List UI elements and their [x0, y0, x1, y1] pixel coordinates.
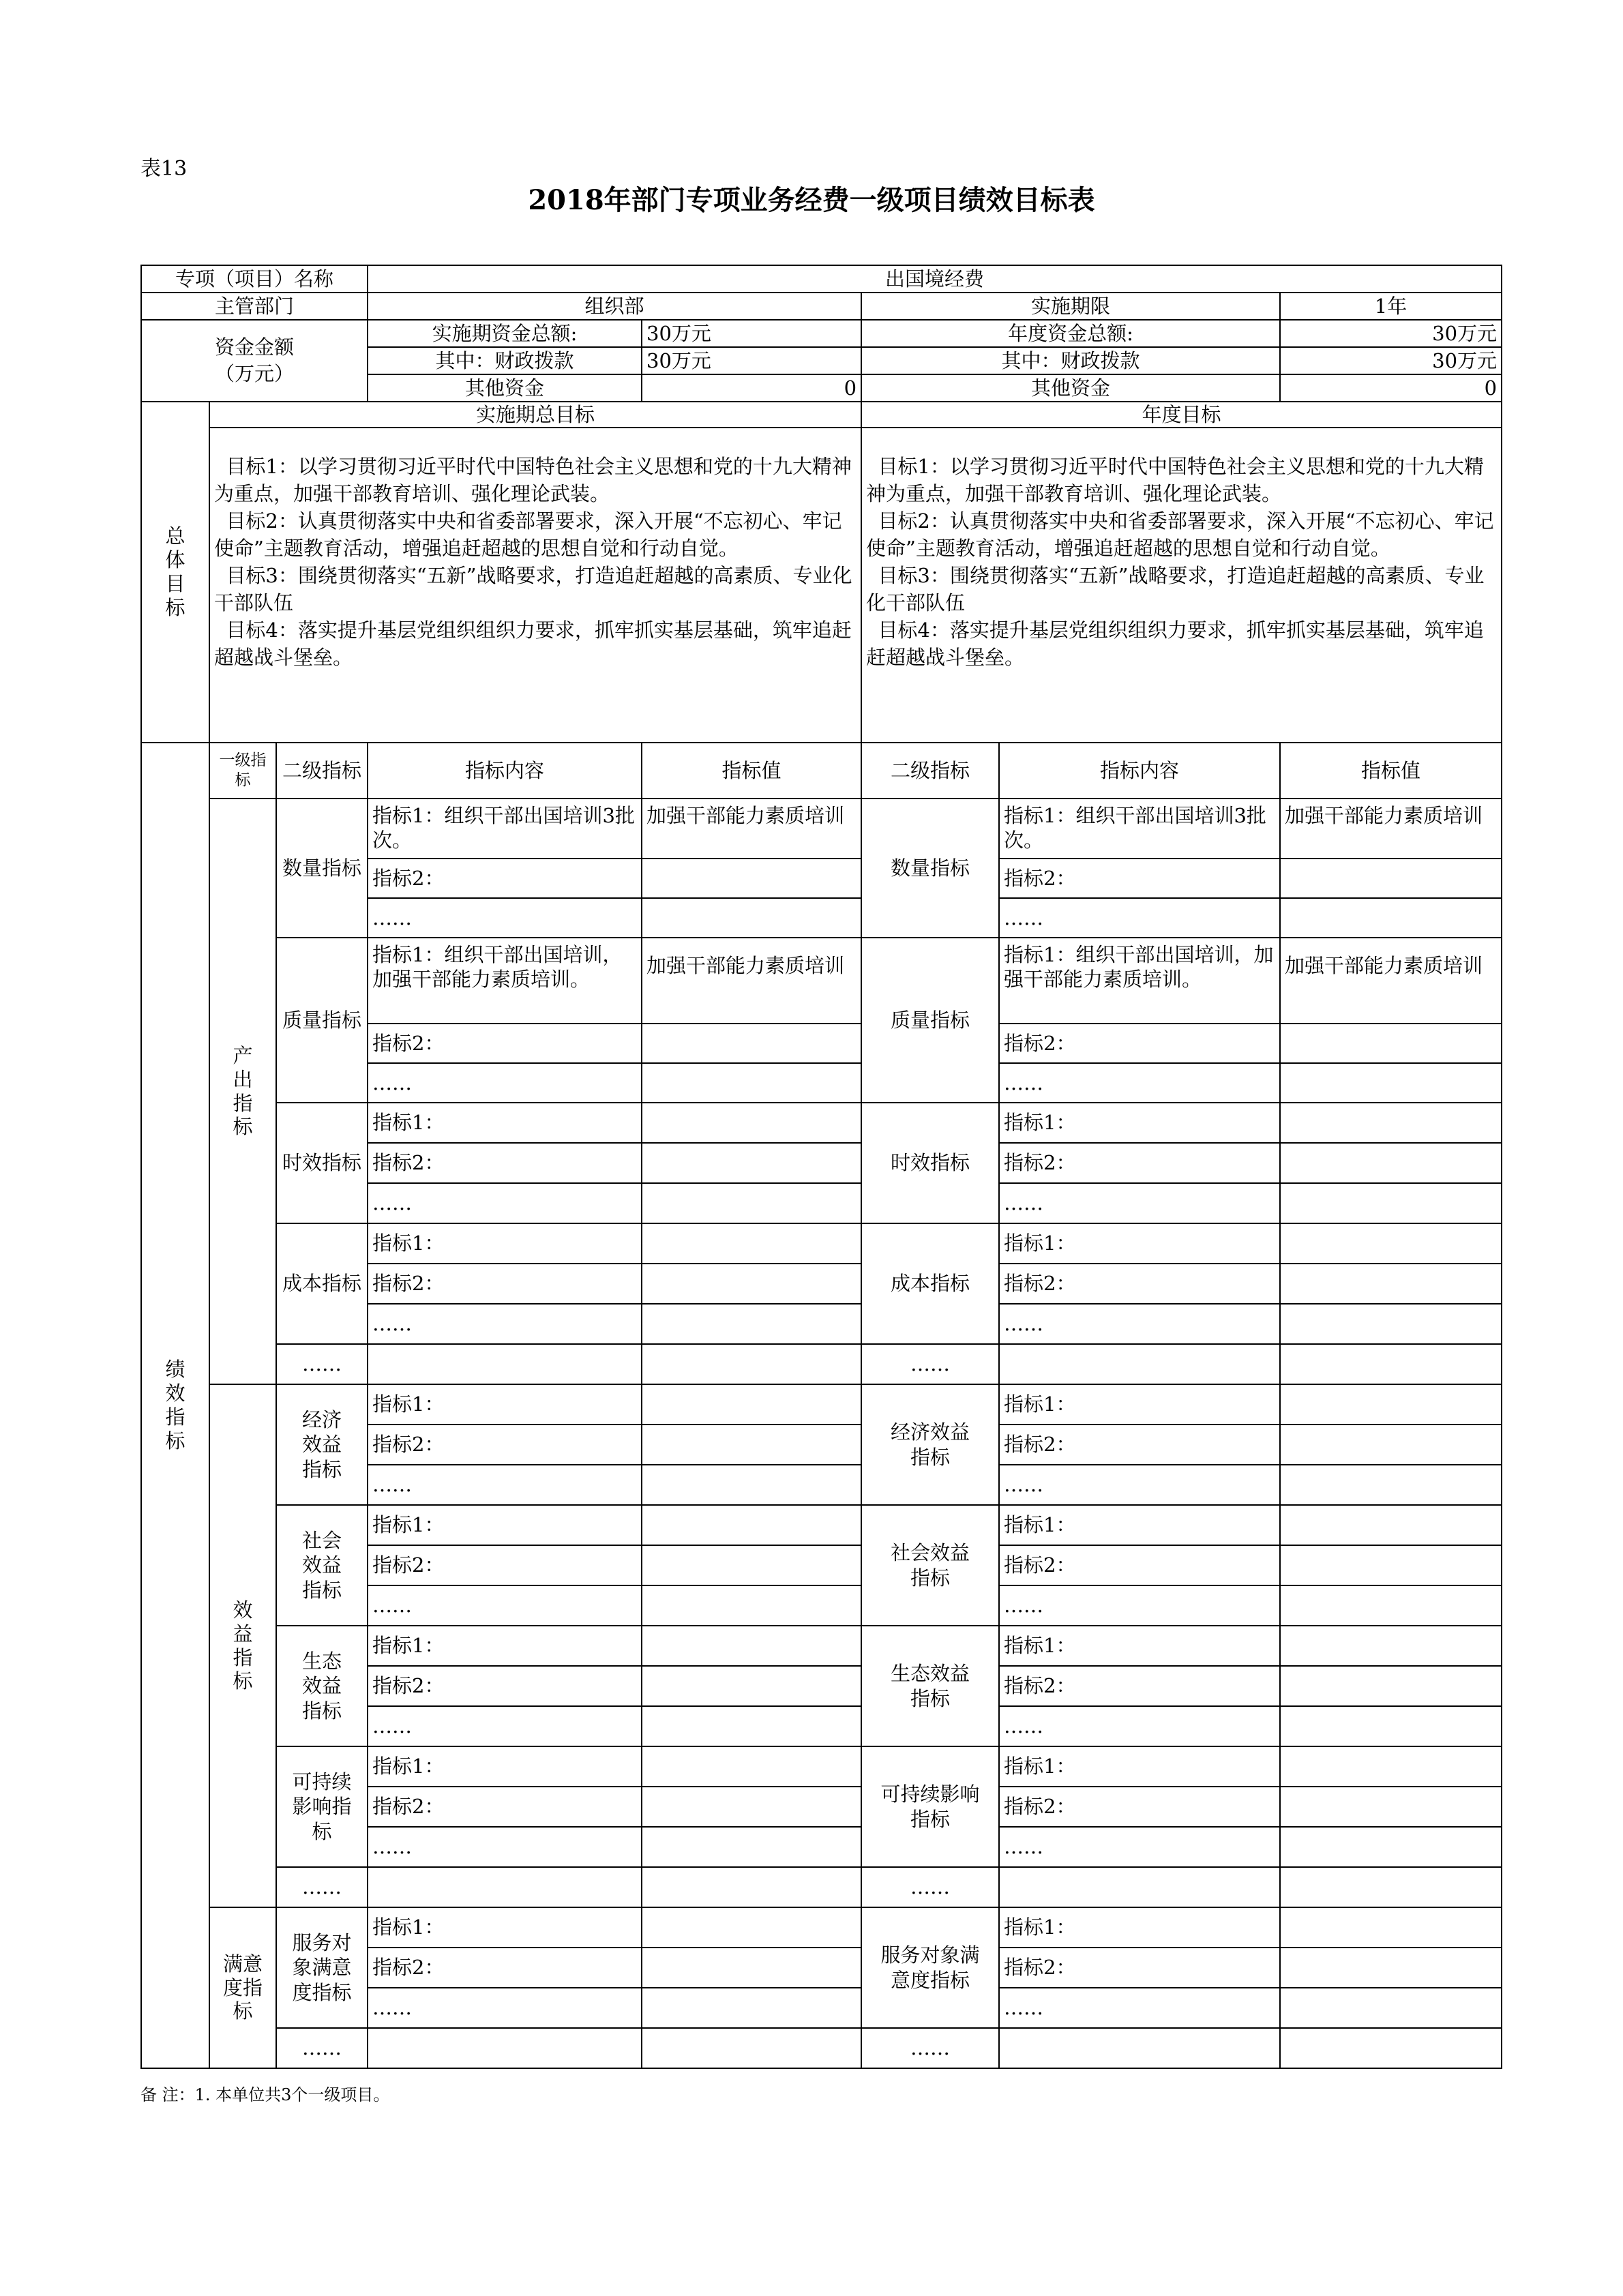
project-name-value: 出国境经费 — [368, 265, 1502, 293]
econ-ind1: 指标1： — [368, 1384, 642, 1425]
annual-eco-more-value — [1280, 1706, 1502, 1746]
performance-target-table — [140, 265, 1502, 2069]
social-more-value — [642, 1585, 861, 1626]
perf-section-label — [141, 743, 209, 2068]
qty-value: 加强干部能力素质培训 — [642, 799, 861, 859]
annual-quality-ind2-value — [1280, 1024, 1502, 1063]
annual-satisfaction-more-value — [1280, 2028, 1502, 2068]
page-title: 2018年部门专项业务经费一级项目绩效目标表 — [528, 184, 1095, 216]
annual-benefit-more-content — [999, 1867, 1280, 1907]
sustain-ind1-value — [642, 1746, 861, 1787]
eco-ind1-value — [642, 1626, 861, 1666]
service-label — [276, 1907, 368, 2028]
annual-benefit-more: …… — [861, 1867, 999, 1907]
output-label-text: 产出指标 — [233, 1043, 253, 1139]
cost-ind2: 指标2： — [368, 1264, 642, 1304]
impl-total-label: 实施期资金总额: — [368, 320, 642, 347]
time-ind1: 指标1： — [368, 1103, 642, 1143]
quality-more: …… — [368, 1063, 642, 1103]
service-ind1-value — [642, 1907, 861, 1948]
annual-qty-value: 加强干部能力素质培训 — [1280, 799, 1502, 859]
service-more-value — [642, 1988, 861, 2028]
annual-qty-ind2: 指标2： — [999, 859, 1280, 898]
annual-satisfaction-more: …… — [861, 2028, 999, 2068]
annual-service-ind2: 指标2： — [999, 1948, 1280, 1988]
service-ind2: 指标2： — [368, 1948, 642, 1988]
quality-label: 质量指标 — [276, 938, 368, 1103]
annual-cost-more: …… — [999, 1304, 1280, 1344]
annual-fiscal-label: 其中：财政拨款 — [861, 347, 1280, 374]
annual-quality-content: 指标1：组织干部出国培训，加强干部能力素质培训。 — [999, 938, 1280, 1024]
time-ind2-value — [642, 1143, 861, 1183]
overall-goals-label-text: 总体目标 — [165, 524, 185, 619]
social-ind1: 指标1： — [368, 1505, 642, 1545]
eco-more: …… — [368, 1706, 642, 1746]
annual-output-more: …… — [861, 1344, 999, 1384]
social-ind1-value — [642, 1505, 861, 1545]
output-more-content — [368, 1344, 642, 1384]
annual-social-more: …… — [999, 1585, 1280, 1626]
annual-time-ind1: 指标1： — [999, 1103, 1280, 1143]
cost-ind1: 指标1： — [368, 1223, 642, 1264]
impl-goal-4: 目标4：落实提升基层党组织组织力要求，抓牢抓实基层基础，筑牢追赶超越战斗堡垒。 — [214, 618, 852, 670]
annual-eco-label — [861, 1626, 999, 1746]
benefit-more-value — [642, 1867, 861, 1907]
annual-eco-ind1-value — [1280, 1626, 1502, 1666]
annual-sustain-more-value — [1280, 1827, 1502, 1867]
level1-header: 一级指标 — [209, 743, 276, 799]
project-name-label: 专项（项目）名称 — [141, 265, 368, 293]
eco-ind1: 指标1： — [368, 1626, 642, 1666]
annual-quality-ind2: 指标2： — [999, 1024, 1280, 1063]
annual-eco-ind2: 指标2： — [999, 1666, 1280, 1706]
annual-output-more-content — [999, 1344, 1280, 1384]
benefit-label-text: 效益指标 — [233, 1598, 253, 1693]
annual-econ-more: …… — [999, 1465, 1280, 1505]
funds-label-text: 资金金额（万元） — [214, 335, 294, 385]
annual-qty-more-value — [1280, 898, 1502, 938]
annual-sustain-ind2-value — [1280, 1787, 1502, 1827]
social-label — [276, 1505, 368, 1626]
cost-label: 成本指标 — [276, 1223, 368, 1344]
time-more-value — [642, 1183, 861, 1223]
benefit-label — [209, 1384, 276, 1907]
annual-goal-4: 目标4：落实提升基层党组织组织力要求，抓牢抓实基层基础，筑牢追赶超越战斗堡垒。 — [866, 618, 1484, 670]
annual-cost-ind2-value — [1280, 1264, 1502, 1304]
cost-more-value — [642, 1304, 861, 1344]
annual-satisfaction-more-content — [999, 2028, 1280, 2068]
annual-cost-ind2: 指标2： — [999, 1264, 1280, 1304]
cost-more: …… — [368, 1304, 642, 1344]
time-ind2: 指标2： — [368, 1143, 642, 1183]
annual-social-ind2-value — [1280, 1545, 1502, 1585]
annual-goals-text — [861, 428, 1502, 743]
econ-more: …… — [368, 1465, 642, 1505]
annual-quality-more: …… — [999, 1063, 1280, 1103]
annual-content-header: 指标内容 — [999, 743, 1280, 799]
annual-time-more: …… — [999, 1183, 1280, 1223]
sustain-more: …… — [368, 1827, 642, 1867]
sustain-label — [276, 1746, 368, 1867]
annual-time-ind2: 指标2： — [999, 1143, 1280, 1183]
dept-value: 组织部 — [368, 293, 861, 320]
econ-label-text: 经济效益指标 — [302, 1408, 342, 1481]
satisfaction-more-content — [368, 2028, 642, 2068]
output-more: …… — [276, 1344, 368, 1384]
dept-label: 主管部门 — [141, 293, 368, 320]
sustain-label-text: 可持续影响指标 — [292, 1770, 352, 1843]
annual-service-ind2-value — [1280, 1948, 1502, 1988]
annual-service-label — [861, 1907, 999, 2028]
annual-social-label-text: 社会效益指标 — [891, 1541, 970, 1590]
impl-goal-2: 目标2：认真贯彻落实中央和省委部署要求，深入开展“不忘初心、牢记使命”主题教育活动，增强追赶超越的思想自觉和行动自觉。 — [214, 509, 842, 561]
annual-eco-more: …… — [999, 1706, 1280, 1746]
sustain-more-value — [642, 1827, 861, 1867]
annual-econ-ind1: 指标1： — [999, 1384, 1280, 1425]
impl-total-value: 30万元 — [642, 320, 861, 347]
annual-econ-more-value — [1280, 1465, 1502, 1505]
annual-eco-ind1: 指标1： — [999, 1626, 1280, 1666]
annual-qty-label: 数量指标 — [861, 799, 999, 938]
annual-time-ind1-value — [1280, 1103, 1502, 1143]
annual-qty-more: …… — [999, 898, 1280, 938]
annual-service-more: …… — [999, 1988, 1280, 2028]
period-label: 实施期限 — [861, 293, 1280, 320]
table-number: 表13 — [140, 157, 188, 181]
quality-more-value — [642, 1063, 861, 1103]
satisfaction-more: …… — [276, 2028, 368, 2068]
annual-sustain-label-text: 可持续影响指标 — [880, 1783, 980, 1831]
service-more: …… — [368, 1988, 642, 2028]
annual-sustain-ind2: 指标2： — [999, 1787, 1280, 1827]
qty-more-value — [642, 898, 861, 938]
annual-social-label — [861, 1505, 999, 1626]
annual-cost-more-value — [1280, 1304, 1502, 1344]
time-ind1-value — [642, 1103, 861, 1143]
annual-time-ind2-value — [1280, 1143, 1502, 1183]
impl-goals-header: 实施期总目标 — [209, 402, 861, 428]
satisfaction-more-value — [642, 2028, 861, 2068]
annual-sustain-more: …… — [999, 1827, 1280, 1867]
satisfaction-label-text: 满意度指标 — [222, 1952, 263, 2023]
social-more: …… — [368, 1585, 642, 1626]
eco-ind2-value — [642, 1666, 861, 1706]
impl-goal-1: 目标1：以学习贯彻习近平时代中国特色社会主义思想和党的十九大精神为重点，加强干部教育培训、强化理论武装。 — [214, 455, 852, 506]
quality-content: 指标1：组织干部出国培训，加强干部能力素质培训。 — [368, 938, 642, 1024]
annual-econ-label — [861, 1384, 999, 1505]
annual-goal-3: 目标3：围绕贯彻落实“五新”战略要求，打造追赶超越的高素质、专业化干部队伍 — [866, 564, 1485, 615]
qty-label: 数量指标 — [276, 799, 368, 938]
sustain-ind2-value — [642, 1787, 861, 1827]
time-more: …… — [368, 1183, 642, 1223]
annual-service-label-text: 服务对象满意度指标 — [880, 1943, 980, 1992]
annual-level2-header: 二级指标 — [861, 743, 999, 799]
social-label-text: 社会效益指标 — [302, 1529, 342, 1602]
annual-sustain-ind1: 指标1： — [999, 1746, 1280, 1787]
econ-more-value — [642, 1465, 861, 1505]
annual-social-ind1-value — [1280, 1505, 1502, 1545]
service-label-text: 服务对象满意度指标 — [292, 1931, 352, 2004]
annual-econ-ind2: 指标2： — [999, 1425, 1280, 1465]
level2-header: 二级指标 — [276, 743, 368, 799]
service-ind2-value — [642, 1948, 861, 1988]
output-more-value — [642, 1344, 861, 1384]
content-header: 指标内容 — [368, 743, 642, 799]
econ-ind1-value — [642, 1384, 861, 1425]
annual-benefit-more-value — [1280, 1867, 1502, 1907]
qty-ind2: 指标2： — [368, 859, 642, 898]
qty-ind2-value — [642, 859, 861, 898]
eco-label-text: 生态效益指标 — [302, 1650, 342, 1723]
output-label — [209, 799, 276, 1384]
annual-goal-1: 目标1：以学习贯彻习近平时代中国特色社会主义思想和党的十九大精神为重点，加强干部教育培训、强化理论武装。 — [866, 455, 1484, 506]
satisfaction-label — [209, 1907, 276, 2068]
annual-econ-ind2-value — [1280, 1425, 1502, 1465]
annual-fiscal-value: 30万元 — [1280, 347, 1502, 374]
notes: 备 注：1. 本单位共3个一级项目。 — [140, 2085, 390, 2104]
qty-more: …… — [368, 898, 642, 938]
service-ind1: 指标1： — [368, 1907, 642, 1948]
annual-social-ind2: 指标2： — [999, 1545, 1280, 1585]
eco-label — [276, 1626, 368, 1746]
annual-cost-label: 成本指标 — [861, 1223, 999, 1344]
social-ind2-value — [642, 1545, 861, 1585]
annual-time-label: 时效指标 — [861, 1103, 999, 1223]
sustain-ind1: 指标1： — [368, 1746, 642, 1787]
annual-other-label: 其他资金 — [861, 374, 1280, 402]
perf-section-label-text: 绩效指标 — [165, 1358, 185, 1452]
annual-sustain-ind1-value — [1280, 1746, 1502, 1787]
benefit-more-content — [368, 1867, 642, 1907]
eco-more-value — [642, 1706, 861, 1746]
benefit-more: …… — [276, 1867, 368, 1907]
annual-goals-header: 年度目标 — [861, 402, 1502, 428]
social-ind2: 指标2： — [368, 1545, 642, 1585]
annual-sustain-label — [861, 1746, 999, 1867]
value-header: 指标值 — [642, 743, 861, 799]
quality-value: 加强干部能力素质培训 — [642, 938, 861, 1024]
annual-service-ind1: 指标1： — [999, 1907, 1280, 1948]
annual-goal-2: 目标2：认真贯彻落实中央和省委部署要求，深入开展“不忘初心、牢记使命”主题教育活动，增强追赶超越的思想自觉和行动自觉。 — [866, 509, 1494, 561]
annual-eco-label-text: 生态效益指标 — [891, 1662, 970, 1710]
annual-value-header: 指标值 — [1280, 743, 1502, 799]
annual-cost-ind1-value — [1280, 1223, 1502, 1264]
impl-fiscal-label: 其中：财政拨款 — [368, 347, 642, 374]
annual-total-value: 30万元 — [1280, 320, 1502, 347]
eco-ind2: 指标2： — [368, 1666, 642, 1706]
annual-quality-value: 加强干部能力素质培训 — [1280, 938, 1502, 1024]
annual-service-ind1-value — [1280, 1907, 1502, 1948]
quality-ind2-value — [642, 1024, 861, 1063]
annual-econ-ind1-value — [1280, 1384, 1502, 1425]
funds-label — [141, 320, 368, 402]
annual-quality-label: 质量指标 — [861, 938, 999, 1103]
annual-other-value: 0 — [1280, 374, 1502, 402]
sustain-ind2: 指标2： — [368, 1787, 642, 1827]
period-value: 1年 — [1280, 293, 1502, 320]
overall-goals-label — [141, 402, 209, 743]
qty-content: 指标1：组织干部出国培训3批次。 — [368, 799, 642, 859]
impl-goals-text — [209, 428, 861, 743]
annual-output-more-value — [1280, 1344, 1502, 1384]
cost-ind1-value — [642, 1223, 861, 1264]
annual-eco-ind2-value — [1280, 1666, 1502, 1706]
time-label: 时效指标 — [276, 1103, 368, 1223]
impl-other-label: 其他资金 — [368, 374, 642, 402]
cost-ind2-value — [642, 1264, 861, 1304]
annual-quality-more-value — [1280, 1063, 1502, 1103]
impl-fiscal-value: 30万元 — [642, 347, 861, 374]
econ-ind2-value — [642, 1425, 861, 1465]
econ-ind2: 指标2： — [368, 1425, 642, 1465]
econ-label — [276, 1384, 368, 1505]
annual-qty-content: 指标1：组织干部出国培训3批次。 — [999, 799, 1280, 859]
impl-other-value: 0 — [642, 374, 861, 402]
annual-social-more-value — [1280, 1585, 1502, 1626]
annual-cost-ind1: 指标1： — [999, 1223, 1280, 1264]
impl-goal-3: 目标3：围绕贯彻落实“五新”战略要求，打造追赶超越的高素质、专业化干部队伍 — [214, 564, 852, 615]
annual-total-label: 年度资金总额: — [861, 320, 1280, 347]
annual-time-more-value — [1280, 1183, 1502, 1223]
annual-econ-label-text: 经济效益指标 — [891, 1420, 970, 1469]
annual-service-more-value — [1280, 1988, 1502, 2028]
annual-social-ind1: 指标1： — [999, 1505, 1280, 1545]
annual-qty-ind2-value — [1280, 859, 1502, 898]
quality-ind2: 指标2： — [368, 1024, 642, 1063]
